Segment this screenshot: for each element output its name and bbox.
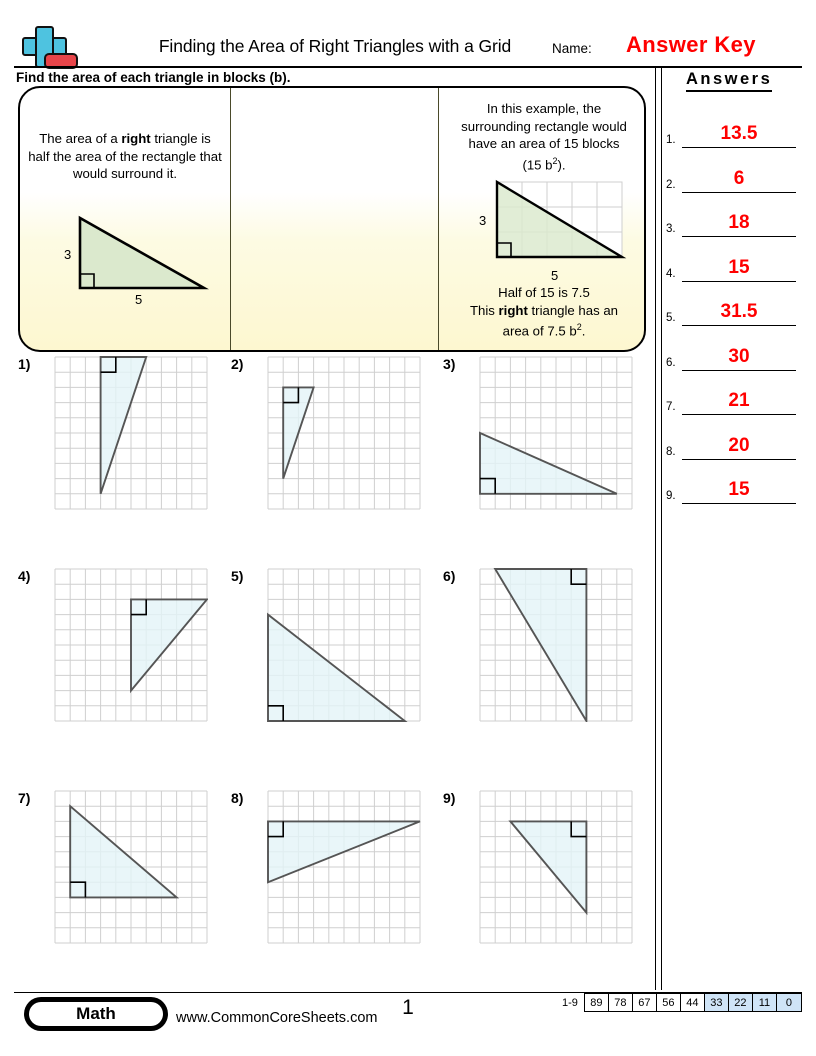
example-panel-3 bbox=[438, 88, 646, 352]
example-2-base-label: 5 bbox=[551, 268, 559, 283]
answer-row-3 bbox=[666, 193, 796, 237]
site-url: www.CommonCoreSheets.com bbox=[176, 1010, 378, 1026]
grading-scale bbox=[562, 993, 802, 1012]
answers-heading: Answers bbox=[686, 70, 772, 92]
problem-grid-8[interactable] bbox=[267, 790, 421, 944]
answer-value-4: 15 bbox=[728, 256, 750, 278]
answer-row-7 bbox=[666, 371, 796, 415]
problem-number-7: 7) bbox=[18, 790, 31, 806]
page-header bbox=[0, 22, 816, 70]
problem-number-5: 5) bbox=[231, 568, 244, 584]
problem-3 bbox=[443, 356, 635, 518]
grading-scale-cell-56: 56 bbox=[657, 994, 681, 1011]
name-label: Name: bbox=[552, 41, 592, 56]
example-panel-3-bottom-text bbox=[447, 284, 641, 340]
problem-4 bbox=[18, 568, 210, 730]
problem-2 bbox=[231, 356, 423, 518]
problem-grid-9[interactable] bbox=[479, 790, 633, 944]
problem-number-6: 6) bbox=[443, 568, 456, 584]
problem-grid-5[interactable] bbox=[267, 568, 421, 722]
example-panel-3-top-text bbox=[447, 100, 641, 173]
answer-row-2 bbox=[666, 149, 796, 193]
grading-scale-cell-0: 0 bbox=[777, 994, 801, 1011]
answer-value-7: 21 bbox=[728, 390, 750, 411]
problem-number-3: 3) bbox=[443, 356, 456, 372]
problem-grid-7[interactable] bbox=[54, 790, 208, 944]
answer-value-9: 15 bbox=[728, 479, 750, 500]
answer-row-4 bbox=[666, 238, 796, 282]
problem-1 bbox=[18, 356, 210, 518]
example-1-base-label: 5 bbox=[135, 292, 143, 307]
ex3-bot3b: . bbox=[581, 323, 586, 339]
answer-number-3: 3. bbox=[666, 223, 676, 235]
answer-row-6 bbox=[666, 327, 796, 371]
answer-row-8 bbox=[666, 416, 796, 460]
page-title: Finding the Area of Right Triangles with a Grid bbox=[158, 36, 512, 56]
answer-row-5 bbox=[666, 282, 796, 326]
problem-grid-3[interactable] bbox=[479, 356, 633, 510]
answer-number-4: 4. bbox=[666, 267, 676, 280]
ex3-bot3-sup: 2 bbox=[576, 322, 582, 332]
triangle-shape bbox=[101, 357, 147, 494]
column-divider bbox=[655, 68, 662, 990]
grading-scale-cell-22: 22 bbox=[729, 994, 753, 1011]
answer-value-8: 20 bbox=[728, 434, 750, 456]
ex3-line3: have an area of 15 blocks bbox=[468, 136, 620, 151]
problem-number-4: 4) bbox=[18, 568, 31, 584]
answer-number-2: 2. bbox=[666, 178, 676, 191]
grading-scale-cells bbox=[584, 993, 802, 1012]
answer-number-1: 1. bbox=[666, 134, 676, 146]
problem-number-1: 1) bbox=[18, 356, 31, 372]
ex1-part-a: The area of a bbox=[39, 131, 122, 146]
ex3-bot3a: area of 7.5 b bbox=[502, 323, 577, 339]
page-number: 1 bbox=[402, 996, 414, 1019]
ex3-line4: (15 b bbox=[522, 156, 553, 172]
subject-badge-label: Math bbox=[29, 1002, 163, 1026]
answer-number-9: 9. bbox=[666, 490, 676, 502]
example-panel-1-text bbox=[28, 130, 222, 183]
problem-number-8: 8) bbox=[231, 790, 244, 806]
grading-scale-cell-67: 67 bbox=[633, 994, 657, 1011]
answer-row-1 bbox=[666, 104, 796, 148]
problem-number-9: 9) bbox=[443, 790, 456, 806]
grading-scale-cell-44: 44 bbox=[681, 994, 705, 1011]
answer-number-5: 5. bbox=[666, 312, 676, 324]
answer-number-8: 8. bbox=[666, 445, 676, 458]
grading-scale-cell-11: 11 bbox=[753, 994, 777, 1011]
example-panel-2 bbox=[230, 88, 438, 352]
answer-value-2: 6 bbox=[733, 167, 745, 189]
answer-value-5: 31.5 bbox=[720, 301, 758, 322]
instruction-text: Find the area of each triangle in blocks (b). bbox=[16, 70, 291, 85]
grading-scale-cell-78: 78 bbox=[609, 994, 633, 1011]
ex3-bot1: Half of 15 is 7.5 bbox=[498, 285, 590, 300]
problem-9 bbox=[443, 790, 635, 952]
problem-number-2: 2) bbox=[231, 356, 244, 372]
problem-grid-1[interactable] bbox=[54, 356, 208, 510]
grading-scale-cell-89: 89 bbox=[585, 994, 609, 1011]
ex3-bot2c: triangle has an bbox=[527, 302, 619, 318]
answer-row-9 bbox=[666, 460, 796, 504]
ex3-bot2-bold: right bbox=[498, 302, 528, 318]
ex1-part-c: triangle is half the area of the rectangle that would surround it. bbox=[28, 131, 222, 181]
problem-7 bbox=[18, 790, 210, 952]
ex3-line2: surrounding rectangle would bbox=[461, 118, 627, 134]
answer-number-7: 7. bbox=[666, 401, 676, 413]
example-1-height-label: 3 bbox=[64, 247, 72, 262]
ex3-line4-sup: 2 bbox=[552, 155, 558, 166]
example-triangle-2 bbox=[477, 174, 646, 278]
header-divider bbox=[14, 66, 802, 68]
problem-grid-6[interactable] bbox=[479, 568, 633, 722]
answer-value-1: 13.5 bbox=[720, 123, 758, 144]
problem-8 bbox=[231, 790, 423, 952]
problem-5 bbox=[231, 568, 423, 730]
problem-grid-2[interactable] bbox=[267, 356, 421, 510]
plus-minus-logo-icon bbox=[18, 26, 74, 70]
ex1-bold-right: right bbox=[121, 131, 151, 146]
ex3-line1: In this example, the bbox=[486, 101, 602, 116]
answer-value-6: 30 bbox=[728, 345, 750, 367]
problem-grid-4[interactable] bbox=[54, 568, 208, 722]
triangle-shape bbox=[268, 615, 405, 721]
example-box bbox=[18, 86, 646, 352]
example-2-height-label: 3 bbox=[479, 213, 487, 228]
example-panel-1 bbox=[20, 88, 230, 352]
ex3-line4-end: ). bbox=[557, 156, 566, 172]
grading-scale-cell-33: 33 bbox=[705, 994, 729, 1011]
answer-number-6: 6. bbox=[666, 356, 676, 369]
ex3-bot2a: This bbox=[469, 302, 499, 318]
grading-scale-label: 1-9 bbox=[562, 996, 578, 1009]
answer-key-badge: Answer Key bbox=[626, 32, 756, 57]
problem-6 bbox=[443, 568, 635, 730]
answer-blank-9[interactable] bbox=[682, 503, 796, 504]
answer-value-3: 18 bbox=[728, 212, 750, 233]
